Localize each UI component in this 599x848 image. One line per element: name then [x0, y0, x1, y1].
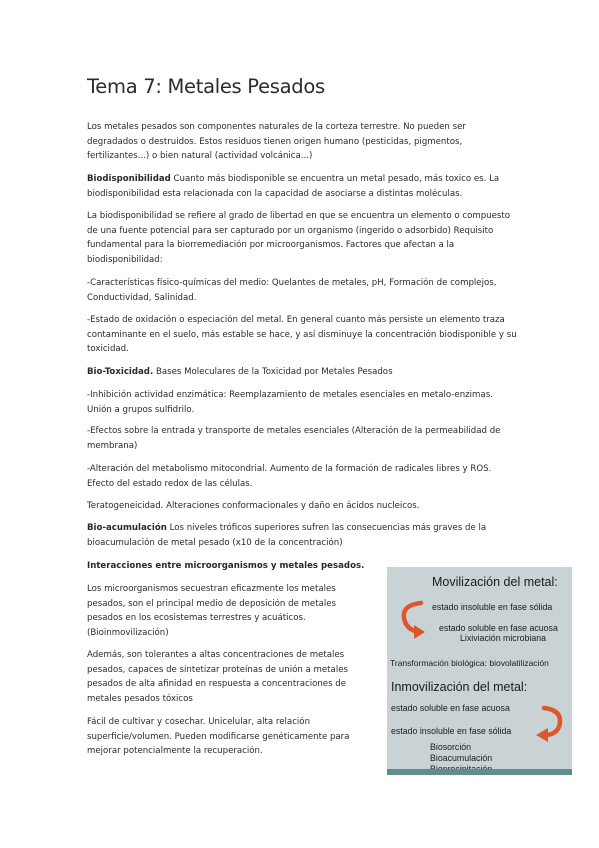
- interactions-heading-text: Interacciones entre microorganismos y metales pesados.: [87, 561, 365, 571]
- toxicity-mitochondrial: -Alteración del metabolismo mitocondrial. Aumento de la formación de radicales libres y ROS. Efecto del estado redox de las células.: [87, 464, 492, 489]
- figure-line-bioaccumulation: Bioacumulación: [430, 753, 493, 763]
- figure-bottom-strip: [387, 769, 572, 775]
- biodisponibilidad-paragraph: [87, 172, 517, 201]
- figure-line-soluble-aqueous-1: estado soluble en fase acuosa: [439, 623, 558, 633]
- biodisponibilidad-term: Biodisponibilidad: [87, 174, 171, 184]
- bioacumulacion-paragraph: [87, 521, 517, 550]
- biodisponibilidad-text: Cuanto más biodisponible se encuentra un metal pesado, más toxico es. La biodisponibilidad esta relacionada con la capacidad de asociarse a distintas moléculas.: [87, 174, 500, 199]
- bioacumulacion-text: Los niveles tróficos superiores sufren las consecuencias más graves de la bioacumulación de metal pesado (x10 de la concentración): [87, 523, 487, 548]
- figure-line-insoluble-solid-2: estado insoluble en fase sólida: [391, 726, 512, 736]
- biotoxicidad-paragraph: [87, 365, 517, 380]
- toxicity-transport: -Efectos sobre la entrada y transporte de metales esenciales (Alteración de la permeabilidad de membrana): [87, 426, 501, 451]
- figure-line-biovolatilization: Transformación biológica: biovolatilización: [390, 658, 549, 668]
- biotoxicidad-text: Bases Moleculares de la Toxicidad por Metales Pesados: [153, 367, 393, 377]
- interactions-heading: [87, 559, 372, 574]
- figure-line-soluble-aqueous-2: estado soluble en fase acuosa: [391, 703, 510, 713]
- metal-mobilization-figure: [387, 567, 572, 775]
- biodisponibilidad-definition: La biodisponibilidad se refiere al grado de libertad en que se encuentra un elemento o compuesto de una fuente potencial para ser capturado por un organismo (ingerido o adsorbido) Requisito fundamental para la biorremediación por microorganismos. Factores que afectan a la biodisponibilidad:: [87, 211, 511, 265]
- page-title: Tema 7: Metales Pesados: [87, 75, 325, 98]
- microorganisms-paragraph-1: Los microorganismos secuestran eficazmente los metales pesados, son el principal medio de deposición de metales pesados en los ecosistemas terrestres y acuáticos. (Bioinmovilización): [87, 584, 336, 638]
- bioacumulacion-term: Bio-acumulación: [87, 523, 167, 533]
- figure-line-insoluble-solid-1: estado insoluble en fase sólida: [432, 602, 553, 612]
- figure-line-biosorption: Biosorción: [430, 742, 472, 752]
- curved-arrow-down-icon: [397, 597, 427, 639]
- microorganisms-paragraph-3: Fácil de cultivar y cosechar. Unicelular, alta relación superficie/volumen. Pueden modificarse genéticamente para mejorar potencialmente la recuperación.: [87, 717, 350, 757]
- curved-arrow-left-icon: [534, 704, 566, 744]
- factor-oxidation: -Estado de oxidación o especiación del metal. En general cuanto más persiste un elemento traza contaminante en el suelo, más estable se hace, y así disminuye la concentración biodisponible y su toxicidad.: [87, 315, 517, 355]
- intro-paragraph: Los metales pesados son componentes naturales de la corteza terrestre. No pueden ser degradados o destruidos. Estos residuos tienen origen humano (pesticidas, pigmentos, fertilizantes...) o bien natural (actividad volcánica...): [87, 122, 466, 162]
- toxicity-teratogenicity: Teratogeneicidad. Alteraciones conformacionales y daño en ácidos nucleicos.: [87, 501, 420, 511]
- figure-line-leaching: Lixiviación microbiana: [460, 633, 547, 643]
- factor-physicochemical: -Características físico-químicas del medio: Quelantes de metales, pH, Formación de complejos, Conductividad, Salinidad.: [87, 278, 497, 303]
- toxicity-enzymatic: -Inhibición actividad enzimática: Reemplazamiento de metales esenciales en metalo-enzimas. Unión a grupos sulfidrilo.: [87, 390, 493, 415]
- microorganisms-paragraph-2: Además, son tolerantes a altas concentraciones de metales pesados, capaces de sintetizar proteínas de unión a metales pesados de alta afinidad en respuesta a concentraciones de metales pesados tóxicos: [87, 650, 348, 704]
- figure-heading-mobilization: Movilización del metal:: [432, 575, 558, 589]
- figure-heading-immobilization: Inmovilización del metal:: [391, 680, 528, 694]
- biotoxicidad-term: Bio-Toxicidad.: [87, 367, 154, 377]
